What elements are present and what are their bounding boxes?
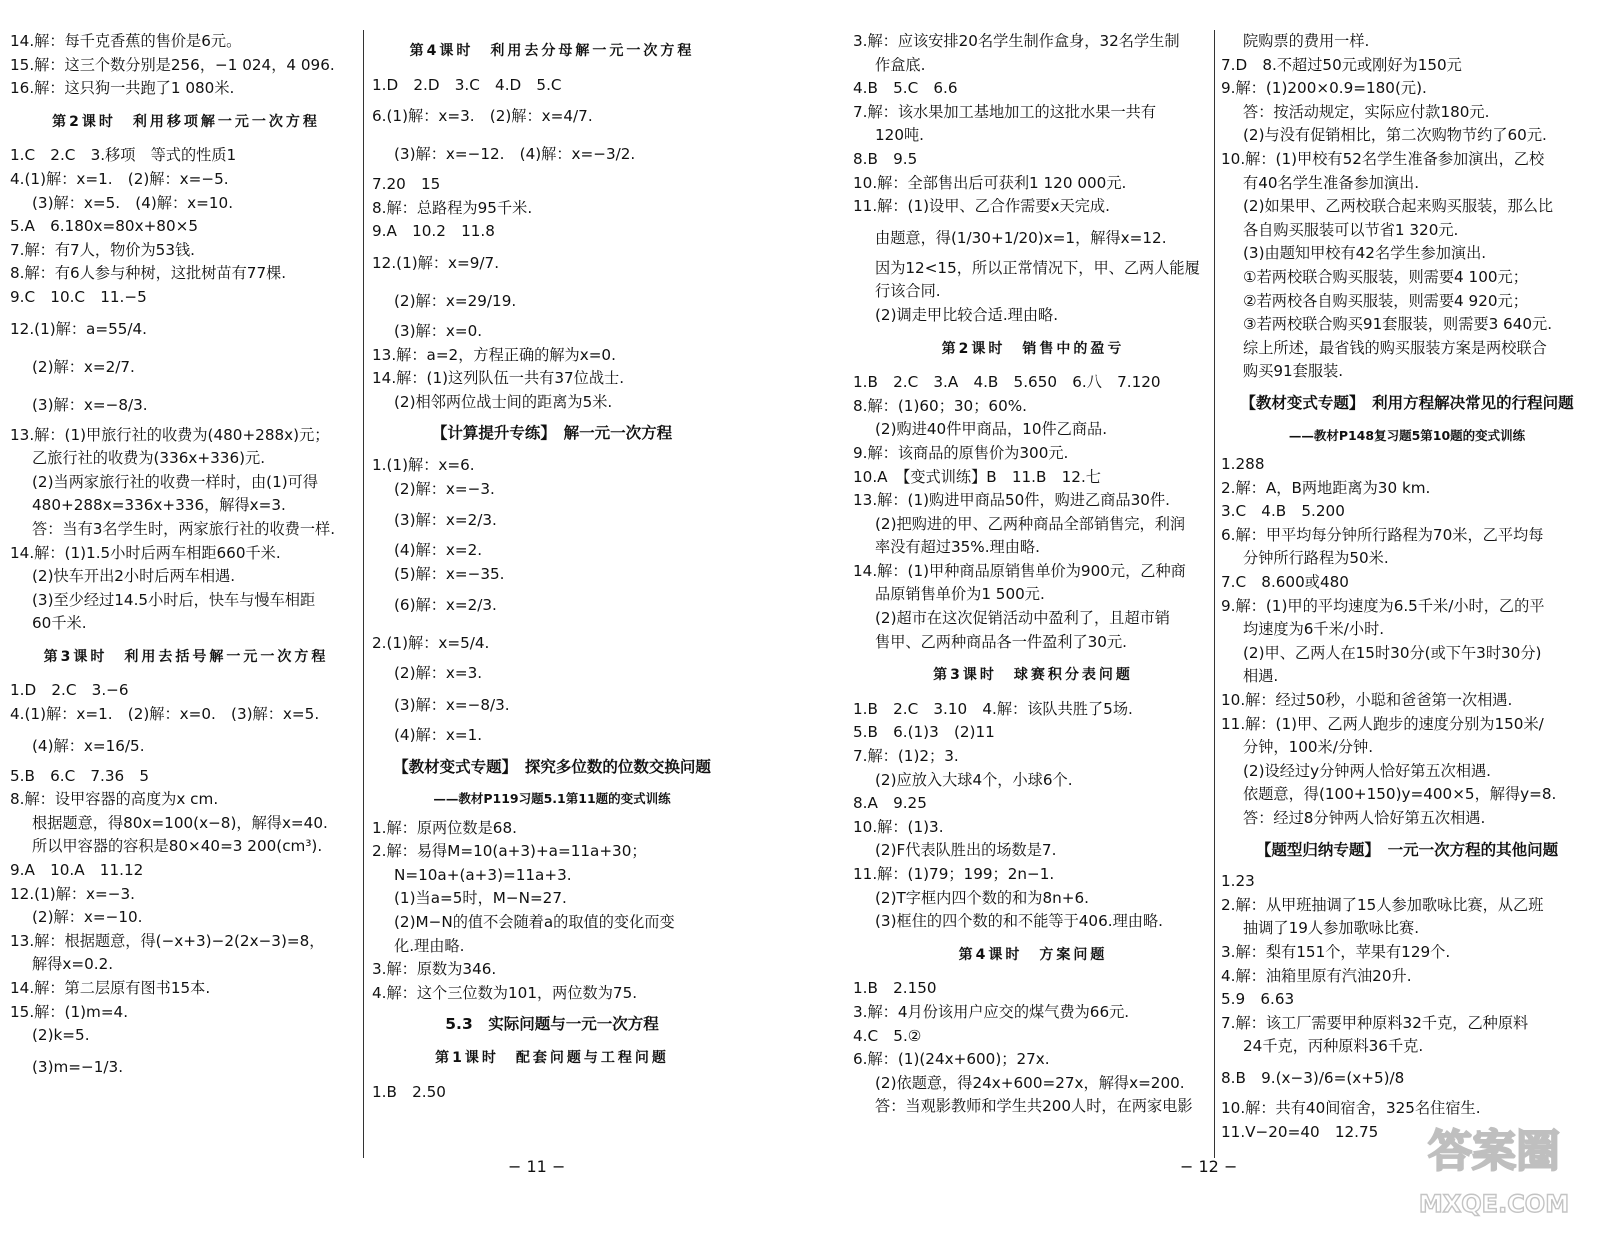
answer-line: 答：当有3名学生时，两家旅行社的收费一样. <box>32 519 336 538</box>
answer-line: 8.解：设甲容器的高度为x cm. <box>10 790 219 809</box>
answer-line: 9.解：(1)200×0.9=180(元). <box>1221 79 1427 98</box>
answer-line: 6.(1)解：x=3. (2)解：x=4/7. <box>372 107 593 126</box>
answer-line: 8.解：总路程为95千米. <box>372 198 533 217</box>
answer-line: 12.(1)解：a=55/4. <box>10 319 148 338</box>
answer-line: 所以甲容器的容积是80×40=3 200(cm³). <box>32 837 323 856</box>
answer-line: 6.解：甲平均每分钟所行路程为70米，乙平均每 <box>1221 525 1544 544</box>
answer-line: 9.解：该商品的原售价为300元. <box>853 443 1069 462</box>
answer-line: (6)解：x=2/3. <box>394 596 497 615</box>
answer-line: 7.C 8.600或480 <box>1221 573 1349 592</box>
answer-line: 12.(1)解：x=−3. <box>10 884 135 903</box>
answer-line: 抽调了19人参加歌咏比赛. <box>1243 919 1420 938</box>
section-subheading: ——教材P148复习题5第10题的变式训练 <box>1288 427 1526 443</box>
answer-line: 解得x=0.2. <box>32 955 114 974</box>
answer-line: 2.(1)解：x=5/4. <box>372 634 490 653</box>
section-subheading: ——教材P119习题5.1第11题的变式训练 <box>433 791 671 807</box>
answer-line: (2)购进40件甲商品，10件乙商品. <box>875 420 1108 439</box>
answer-line: 11.解：(1)79；199；2n−1. <box>853 865 1055 883</box>
section-heading: 【计算提升专练】 解一元一次方程 <box>431 424 673 443</box>
answer-line: (5)解：x=−35. <box>394 564 505 583</box>
answer-line: (2)把购进的甲、乙两种商品全部销售完，利润 <box>875 514 1186 533</box>
answer-line: 7.解：该水果加工基地加工的这批水果一共有 <box>853 102 1157 121</box>
answer-line: 14.解：(1)1.5小时后两车相距660千米. <box>10 543 281 562</box>
answer-line: (2)设经过y分钟两人恰好第五次相遇. <box>1243 761 1491 780</box>
answer-line: (2)解：x=−10. <box>32 908 143 927</box>
answer-line: (2)M−N的值不会随着a的取值的变化而变 <box>394 913 675 932</box>
answer-line: 行该合同. <box>875 282 941 301</box>
column-4 <box>1221 30 1593 1144</box>
answer-line: (4)解：x=2. <box>394 541 483 560</box>
answer-line: 分钟，100米/分钟. <box>1243 738 1374 757</box>
answer-line: 乙旅行社的收费为(336x+336)元. <box>32 449 266 468</box>
answer-line: 5.9 6.63 <box>1221 990 1295 1009</box>
answer-line: 120吨. <box>875 126 925 145</box>
answer-line: (2)调走甲比较合适.理由略. <box>875 305 1059 324</box>
answer-line: 11.解：(1)甲、乙两人跑步的速度分别为150米/ <box>1221 714 1544 733</box>
answer-line: 4.C 5.② <box>853 1026 922 1045</box>
answer-line: 10.解：经过50秒，小聪和爸爸第一次相遇. <box>1221 691 1513 710</box>
answer-line: 1.D 2.C 3.−6 <box>10 681 129 700</box>
answer-line: (4)解：x=1. <box>394 725 483 744</box>
answer-line: 60千米. <box>32 614 87 633</box>
answer-line: 6.解：(1)(24x+600)；27x. <box>853 1050 1050 1069</box>
answer-line: 13.解：根据题意，得(−x+3)−2(2x−3)=8， <box>10 931 325 950</box>
answer-line: (2)应放入大球4个，小球6个. <box>875 770 1073 789</box>
answer-line: 5.B 6.(1)3 (2)11 <box>853 723 995 742</box>
answer-line: 购买91套服装. <box>1243 362 1344 381</box>
answer-line: 7.20 15 <box>372 175 441 194</box>
answer-line: 1.B 2.50 <box>372 1082 446 1101</box>
answer-line: 7.解：该工厂需要甲种原料32千克，乙种原料 <box>1221 1013 1529 1032</box>
answer-line: (2)解：x=−3. <box>394 479 495 498</box>
answer-line: 14.解：(1)这列队伍一共有37位战士. <box>372 369 625 388</box>
answer-line: (4)解：x=16/5. <box>32 736 145 755</box>
answer-line: N=10a+(a+3)=11a+3. <box>394 865 572 884</box>
answer-line: (3)框住的四个数的和不能等于406.理由略. <box>875 912 1163 931</box>
answer-line: 答：经过8分钟两人恰好第五次相遇. <box>1243 809 1486 827</box>
watermark-url: MXQE.COM <box>1418 1190 1570 1218</box>
answer-line: 化.理由略. <box>394 936 465 955</box>
answer-line: 1.23 <box>1221 872 1255 891</box>
section-heading: 第3课时 利用去括号解一元一次方程 <box>43 648 329 665</box>
answer-line: 4.解：这个三位数为101，两位数为75. <box>372 983 638 1002</box>
answer-line: (3)m=−1/3. <box>32 1057 124 1076</box>
section-heading: 第2课时 销售中的盈亏 <box>941 340 1125 357</box>
answer-line: 14.解：(1)甲种商品原销售单价为900元，乙种商 <box>853 561 1186 580</box>
watermark-logo-text: 答案圈 <box>1428 1126 1560 1177</box>
section-heading: 第2课时 利用移项解一元一次方程 <box>52 113 320 130</box>
answer-line: 3.解：梨有151个，苹果有129个. <box>1221 942 1451 961</box>
answer-line: 13.解：(1)购进甲商品50件，购进乙商品30件. <box>853 491 1170 510</box>
answer-line: (2)快车开出2小时后两车相遇. <box>32 567 236 586</box>
answer-line: 8.B 9.5 <box>853 149 918 168</box>
answer-line: 7.解：有7人，物价为53钱. <box>10 240 195 259</box>
answer-line: 3.解：4月份该用户应交的煤气费为66元. <box>853 1002 1130 1021</box>
answer-line: 答：按活动规定，实际应付款180元. <box>1243 102 1490 121</box>
answer-line: (2)相邻两位战士间的距离为5米. <box>394 392 613 411</box>
column-divider-left <box>363 30 364 1158</box>
answer-line: 由题意，得(1/30+1/20)x=1，解得x=12. <box>875 228 1167 247</box>
answer-line: (3)解：x=−12. (4)解：x=−3/2. <box>394 145 636 164</box>
answer-line: 14.解：每千克香蕉的售价是6元。 <box>10 32 242 50</box>
answer-line: (3)由题知甲校有42名学生参加演出. <box>1243 244 1487 263</box>
answer-line: (3)解：x=0. <box>394 321 483 340</box>
answer-line: 16.解：这只狗一共跑了1 080米. <box>10 79 235 98</box>
answer-line: (2)超市在这次促销活动中盈利了，且超市销 <box>875 609 1170 628</box>
answer-line: 9.A 10.A 11.12 <box>10 861 144 880</box>
section-heading: 第1课时 配套问题与工程问题 <box>435 1050 669 1067</box>
answer-line: (2)解：x=3. <box>394 664 483 683</box>
answer-line: 答：当观影教师和学生共200人时，在两家电影 <box>875 1097 1193 1116</box>
answer-line: 10.解：(1)3. <box>853 817 944 836</box>
watermark-logo <box>1400 1112 1588 1222</box>
answer-line: 8.B 9.(x−3)/6=(x+5)/8 <box>1221 1068 1405 1087</box>
answer-line: (2)与没有促销相比，第二次购物节约了60元. <box>1243 126 1547 145</box>
answer-line: (3)至少经过14.5小时后，快车与慢车相距 <box>32 590 316 609</box>
column-2 <box>372 30 732 1104</box>
answer-line: 9.A 10.2 11.8 <box>372 222 495 241</box>
answer-line: (2)如果甲、乙两校联合起来购买服装，那么比 <box>1243 197 1554 216</box>
answer-line: 11.V−20=40 12.75 <box>1221 1122 1379 1141</box>
answer-line: 7.解：(1)2；3. <box>853 747 959 766</box>
answer-line: 5.A 6.180x=80x+80×5 <box>10 217 199 236</box>
answer-line: 1.(1)解：x=6. <box>372 455 475 474</box>
answer-line: ③若两校联合购买91套服装，则需要3 640元. <box>1243 315 1553 334</box>
answer-line: (2)当两家旅行社的收费一样时，由(1)可得 <box>32 472 319 491</box>
answer-line: 1.解：原两位数是68. <box>372 818 517 837</box>
section-heading: 第4课时 方案问题 <box>958 946 1108 963</box>
answer-line: 13.解：(1)甲旅行社的收费为(480+288x)元； <box>10 425 330 444</box>
answer-line: (3)解：x=−8/3. <box>32 395 148 414</box>
section-heading: 【教材变式专题】 探究多位数的位数交换问题 <box>393 757 711 776</box>
answer-line: 10.解：(1)甲校有52名学生准备参加演出，乙校 <box>1221 149 1545 168</box>
answer-line: 因为12<15，所以正常情况下，甲、乙两人能履 <box>875 258 1200 277</box>
answer-line: 1.288 <box>1221 455 1265 474</box>
column-divider-right <box>1214 30 1215 1158</box>
answer-line: 5.B 6.C 7.36 5 <box>10 766 150 785</box>
answer-line: (2)k=5. <box>32 1026 90 1045</box>
answer-line: 11.解：(1)设甲、乙合作需要x天完成. <box>853 197 1110 216</box>
answer-line: 分钟所行路程为50米. <box>1243 549 1389 568</box>
answer-line: 3.C 4.B 5.200 <box>1221 502 1345 521</box>
answer-line: (1)当a=5时，M−N=27. <box>394 889 567 908</box>
answer-line: 4.(1)解：x=1. (2)解：x=0. (3)解：x=5. <box>10 705 320 724</box>
answer-line: (2)T字框内四个数的和为8n+6. <box>875 888 1089 907</box>
section-heading: 第3课时 球赛积分表问题 <box>933 667 1133 684</box>
answer-line: (2)解：x=29/19. <box>394 291 517 310</box>
answer-line: (2)解：x=2/7. <box>32 357 135 376</box>
answer-line: (3)解：x=5. (4)解：x=10. <box>32 193 234 212</box>
answer-line: 1.C 2.C 3.移项 等式的性质1 <box>10 146 237 165</box>
answer-line: 15.解：这三个数分别是256，−1 024，4 096. <box>10 55 335 74</box>
answer-line: 9.解：(1)甲的平均速度为6.5千米/小时，乙的平 <box>1221 596 1545 615</box>
answer-line: ①若两校联合购买服装，则需要4 100元； <box>1243 267 1528 286</box>
answer-line: 7.D 8.不超过50元或刚好为150元 <box>1221 55 1462 74</box>
answer-line: 10.A 【变式训练】B 11.B 12.七 <box>853 467 1101 486</box>
answer-line: 3.解：应该安排20名学生制作盒身，32名学生制 <box>853 32 1180 50</box>
page-number-right: − 12 − <box>1180 1157 1238 1176</box>
section-heading: 第4课时 利用去分母解一元一次方程 <box>409 43 695 59</box>
answer-line: 4.B 5.C 6.6 <box>853 79 958 98</box>
answer-line: 13.解：a=2，方程正确的解为x=0. <box>372 345 616 364</box>
answer-line: ②若两校各自购买服装，则需要4 920元； <box>1243 291 1528 310</box>
column-3 <box>853 30 1213 1119</box>
section-heading: 5.3 实际问题与一元一次方程 <box>445 1015 659 1034</box>
answer-line: (2)依题意，得24x+600=27x，解得x=200. <box>875 1073 1185 1092</box>
answer-line: 2.解：从甲班抽调了15人参加歌咏比赛，从乙班 <box>1221 895 1544 914</box>
answer-line: 售甲、乙两种商品各一件盈利了30元. <box>875 632 1127 651</box>
answer-line: 9.C 10.C 11.−5 <box>10 287 147 306</box>
answer-line: 有40名学生准备参加演出. <box>1243 173 1420 192</box>
column-1 <box>10 30 362 1086</box>
section-heading: 【题型归纳专题】 一元一次方程的其他问题 <box>1255 840 1559 859</box>
page-number-left: − 11 − <box>508 1157 566 1176</box>
answer-line: 1.B 2.150 <box>853 979 937 998</box>
answer-line: 率没有超过35%.理由略. <box>875 538 1040 557</box>
answer-line: 各自购买服装可以节省1 320元. <box>1243 220 1459 239</box>
answer-line: 综上所述，最省钱的购买服装方案是两校联合 <box>1243 338 1547 357</box>
answer-line: 2.解：易得M=10(a+3)+a=11a+30； <box>372 842 647 861</box>
answer-line: 院购票的费用一样. <box>1243 32 1370 50</box>
answer-line: 4.解：油箱里原有汽油20升. <box>1221 966 1412 985</box>
answer-line: 根据题意，得80x=100(x−8)，解得x=40. <box>32 813 328 832</box>
answer-line: 1.B 2.C 3.10 4.解：该队共胜了5场. <box>853 699 1133 718</box>
answer-line: 8.解：(1)60；30；60%. <box>853 396 1027 415</box>
answer-line: 作盒底. <box>875 55 926 74</box>
answer-line: 24千克，丙种原料36千克. <box>1243 1037 1424 1056</box>
answer-line: (2)F代表队胜出的场数是7. <box>875 841 1057 860</box>
answer-line: (3)解：x=2/3. <box>394 511 497 530</box>
answer-line: 15.解：(1)m=4. <box>10 1002 129 1021</box>
answer-line: 480+288x=336x+336，解得x=3. <box>32 496 286 515</box>
answer-line: 8.解：有6人参与种树，这批树苗有77棵. <box>10 264 287 283</box>
answer-line: 10.解：全部售出后可获利1 120 000元. <box>853 173 1127 192</box>
answer-line: 8.A 9.25 <box>853 794 927 813</box>
answer-line: 2.解：A，B两地距离为30 km. <box>1221 478 1431 497</box>
answer-line: 品原销售单价为1 500元. <box>875 585 1045 604</box>
answer-line: 依题意，得(100+150)y=400×5，解得y=8. <box>1243 785 1557 804</box>
answer-line: 1.D 2.D 3.C 4.D 5.C <box>372 75 562 94</box>
answer-line: 3.解：原数为346. <box>372 960 497 979</box>
answer-line: 10.解：共有40间宿舍，325名住宿生. <box>1221 1098 1481 1117</box>
answer-line: (3)解：x=−8/3. <box>394 695 510 714</box>
answer-line: (2)甲、乙两人在15时30分(或下午3时30分) <box>1243 643 1542 662</box>
section-heading: 【教材变式专题】 利用方程解决常见的行程问题 <box>1240 393 1574 412</box>
answer-line: 相遇. <box>1243 667 1279 686</box>
answer-line: 1.B 2.C 3.A 4.B 5.650 6.八 7.120 <box>853 373 1161 392</box>
answer-line: 均速度为6千米/小时. <box>1243 620 1385 639</box>
answer-line: 14.解：第二层原有图书15本. <box>10 979 211 997</box>
answer-line: 12.(1)解：x=9/7. <box>372 253 500 272</box>
answer-line: 4.(1)解：x=1. (2)解：x=−5. <box>10 169 229 188</box>
